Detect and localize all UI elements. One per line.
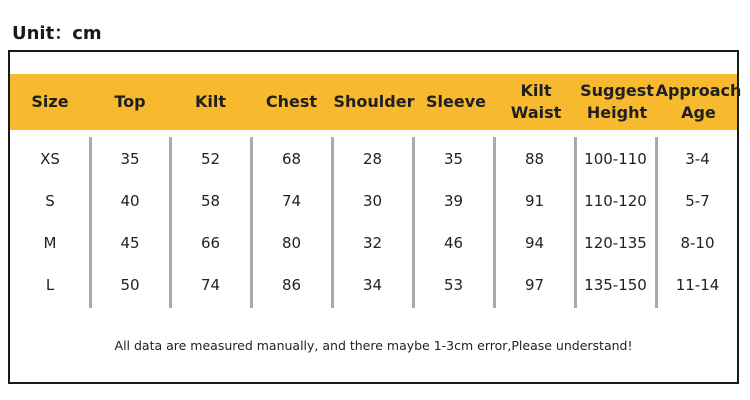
header-chest: Chest [265, 92, 318, 111]
header-kilt-waist: Kilt Waist [510, 81, 562, 122]
cell-kilt-waist: 91 [524, 192, 545, 210]
header-size: Size [31, 92, 69, 111]
cell-sleeve: 46 [443, 234, 464, 252]
header-suggest-height: Suggest Height [580, 81, 654, 122]
cell-top: 50 [120, 276, 140, 294]
cell-size: XS [40, 150, 60, 168]
header-top: Top [114, 92, 146, 111]
cell-approach-age: 3-4 [685, 150, 710, 168]
table-row [10, 264, 737, 306]
cell-kilt: 58 [200, 192, 221, 210]
cell-chest: 86 [281, 276, 302, 294]
header-kilt: Kilt [194, 92, 226, 111]
cell-size: M [43, 234, 57, 252]
cell-sleeve: 53 [443, 276, 464, 294]
cell-kilt: 74 [200, 276, 221, 294]
size-chart-table [8, 50, 742, 384]
cell-chest: 68 [281, 150, 302, 168]
cell-shoulder: 30 [362, 192, 383, 210]
cell-size: L [45, 276, 55, 294]
cell-shoulder: 28 [362, 150, 383, 168]
cell-sleeve: 35 [443, 150, 464, 168]
measurement-note: All data are measured manually, and there maybe 1-3cm error,Please understand! [114, 338, 633, 353]
cell-top: 35 [120, 150, 140, 168]
cell-size: S [45, 192, 55, 210]
header-approach-age: Approach Age [655, 81, 742, 122]
cell-approach-age: 8-10 [680, 234, 715, 252]
cell-kilt-waist: 97 [524, 276, 545, 294]
cell-top: 45 [120, 234, 140, 252]
cell-suggest-height: 100-110 [584, 150, 647, 168]
cell-approach-age: 5-7 [685, 192, 710, 210]
cell-sleeve: 39 [443, 192, 464, 210]
cell-kilt: 66 [200, 234, 221, 252]
cell-suggest-height: 120-135 [584, 234, 647, 252]
cell-suggest-height: 110-120 [584, 192, 647, 210]
table-header [10, 74, 742, 130]
table-row [10, 222, 737, 264]
table-row [10, 180, 737, 222]
cell-suggest-height: 135-150 [584, 276, 647, 294]
header-shoulder: Shoulder [333, 92, 415, 111]
cell-chest: 80 [281, 234, 302, 252]
unit-label: Unit：cm [12, 23, 102, 44]
cell-chest: 74 [281, 192, 302, 210]
cell-top: 40 [120, 192, 140, 210]
cell-approach-age: 11-14 [675, 276, 720, 294]
cell-kilt: 52 [200, 150, 221, 168]
cell-kilt-waist: 94 [524, 234, 545, 252]
table-row [10, 138, 737, 180]
cell-shoulder: 34 [362, 276, 383, 294]
cell-kilt-waist: 88 [524, 150, 545, 168]
header-sleeve: Sleeve [426, 92, 486, 111]
cell-shoulder: 32 [362, 234, 383, 252]
